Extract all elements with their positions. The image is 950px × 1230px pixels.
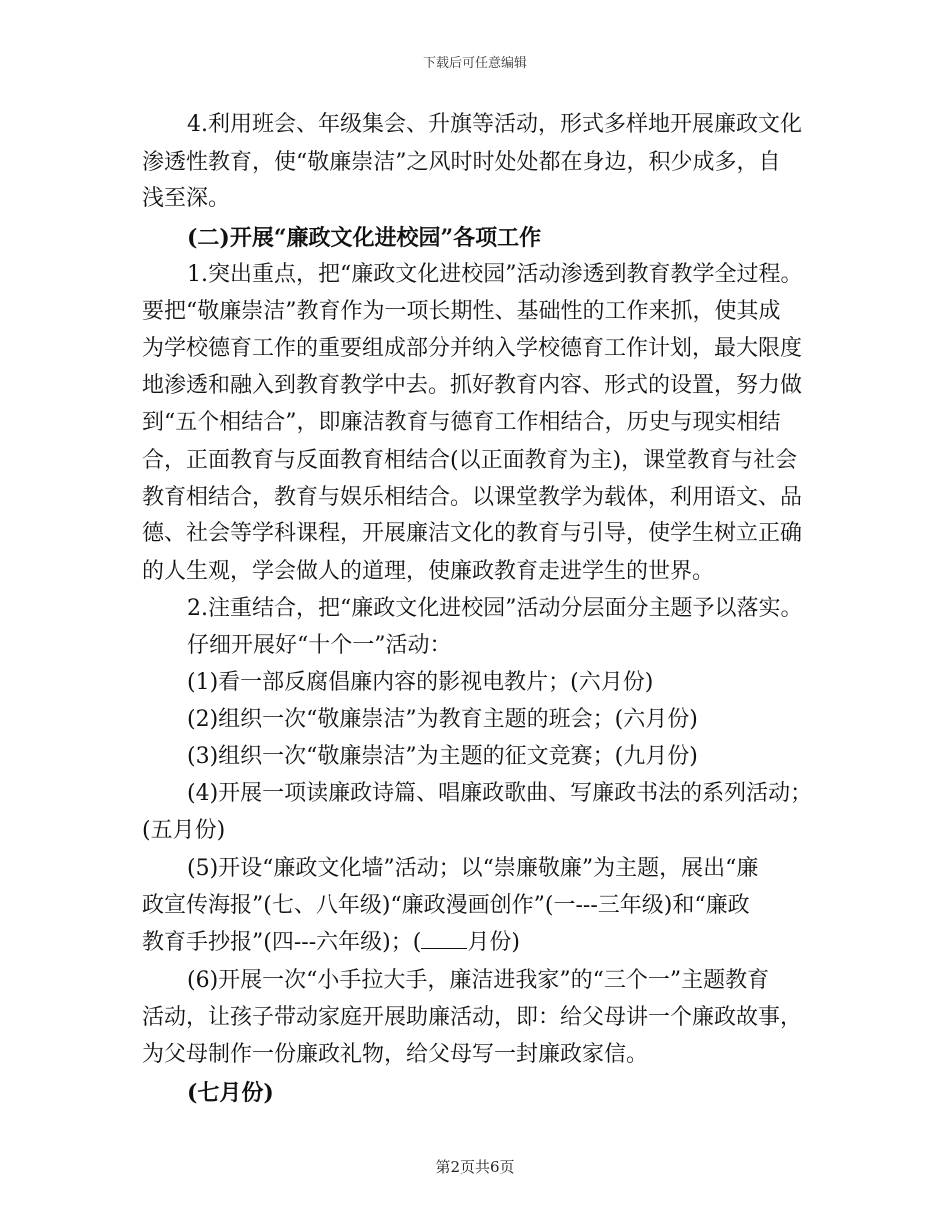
paragraph-line: 德、社会等学科课程，开展廉洁文化的教育与引导，使学生树立正确 — [142, 521, 803, 546]
paragraph-text: 教育手抄报”(四---六年级)；( — [142, 930, 422, 955]
paragraph-line: 渗透性教育，使“敬廉崇洁”之风时时处处都在身边，积少成多，自 — [142, 150, 781, 175]
paragraph-line: 为父母制作一份廉政礼物，给父母写一封廉政家信。 — [142, 1042, 649, 1067]
paragraph-line: 政宣传海报”(七、八年级)“廉政漫画创作”(一---三年级)和“廉政 — [142, 893, 750, 918]
paragraph-line: 地渗透和融入到教育教学中去。抓好教育内容、形式的设置，努力做 — [142, 373, 803, 398]
section-heading: (二)开展“廉政文化进校园”各项工作 — [187, 225, 542, 251]
list-item: (5)开设“廉政文化墙”活动；以“崇廉敬廉”为主题，展出“廉 — [187, 856, 759, 881]
fill-in-blank — [421, 930, 467, 949]
paragraph-line: 2.注重结合，把“廉政文化进校园”活动分层面分主题予以落实。 — [187, 596, 803, 621]
paragraph-line: 的人生观，学会做人的道理，使廉政教育走进学生的世界。 — [142, 559, 715, 584]
paragraph-line: 1.突出重点，把“廉政文化进校园”活动渗透到教育教学全过程。 — [187, 262, 803, 287]
list-item: (1)看一部反腐倡廉内容的影视电教片；(六月份) — [187, 670, 654, 695]
page-header: 下载后可任意编辑 — [422, 56, 527, 71]
paragraph-line: 为学校德育工作的重要组成部分并纳入学校德育工作计划，最大限度 — [142, 336, 803, 361]
month-note: (七月份) — [187, 1080, 274, 1106]
list-item: (6)开展一次“小手拉大手，廉洁进我家”的“三个一”主题教育 — [187, 968, 770, 993]
paragraph-line — [142, 930, 520, 956]
paragraph-line: 合，正面教育与反面教育相结合(以正面教育为主)，课堂教育与社会 — [142, 448, 798, 473]
list-item: (3)组织一次“敬廉崇洁”为主题的征文竞赛；(九月份) — [187, 744, 698, 769]
paragraph-line: 4.利用班会、年级集会、升旗等活动，形式多样地开展廉政文化 — [187, 112, 802, 137]
paragraph-text: 月份) — [467, 930, 520, 955]
list-item: (2)组织一次“敬廉崇洁”为教育主题的班会；(六月份) — [187, 707, 698, 732]
paragraph-line: 活动，让孩子带动家庭开展助廉活动，即：给父母讲一个廉政故事， — [142, 1005, 803, 1030]
paragraph-line: 到“五个相结合”，即廉洁教育与德育工作相结合，历史与现实相结 — [142, 410, 781, 435]
paragraph-line: 仔细开展好“十个一”活动： — [187, 633, 452, 658]
paragraph-line: 浅至深。 — [142, 186, 231, 211]
paragraph-line: (五月份) — [142, 818, 226, 843]
page-footer: 第2页共6页 — [435, 1158, 515, 1176]
paragraph-line: 教育相结合，教育与娱乐相结合。以课堂教学为载体，利用语文、品 — [142, 485, 803, 510]
paragraph-line: 要把“敬廉崇洁”教育作为一项长期性、基础性的工作来抓，使其成 — [142, 299, 781, 324]
list-item: (4)开展一项读廉政诗篇、唱廉政歌曲、写廉政书法的系列活动； — [187, 781, 813, 806]
